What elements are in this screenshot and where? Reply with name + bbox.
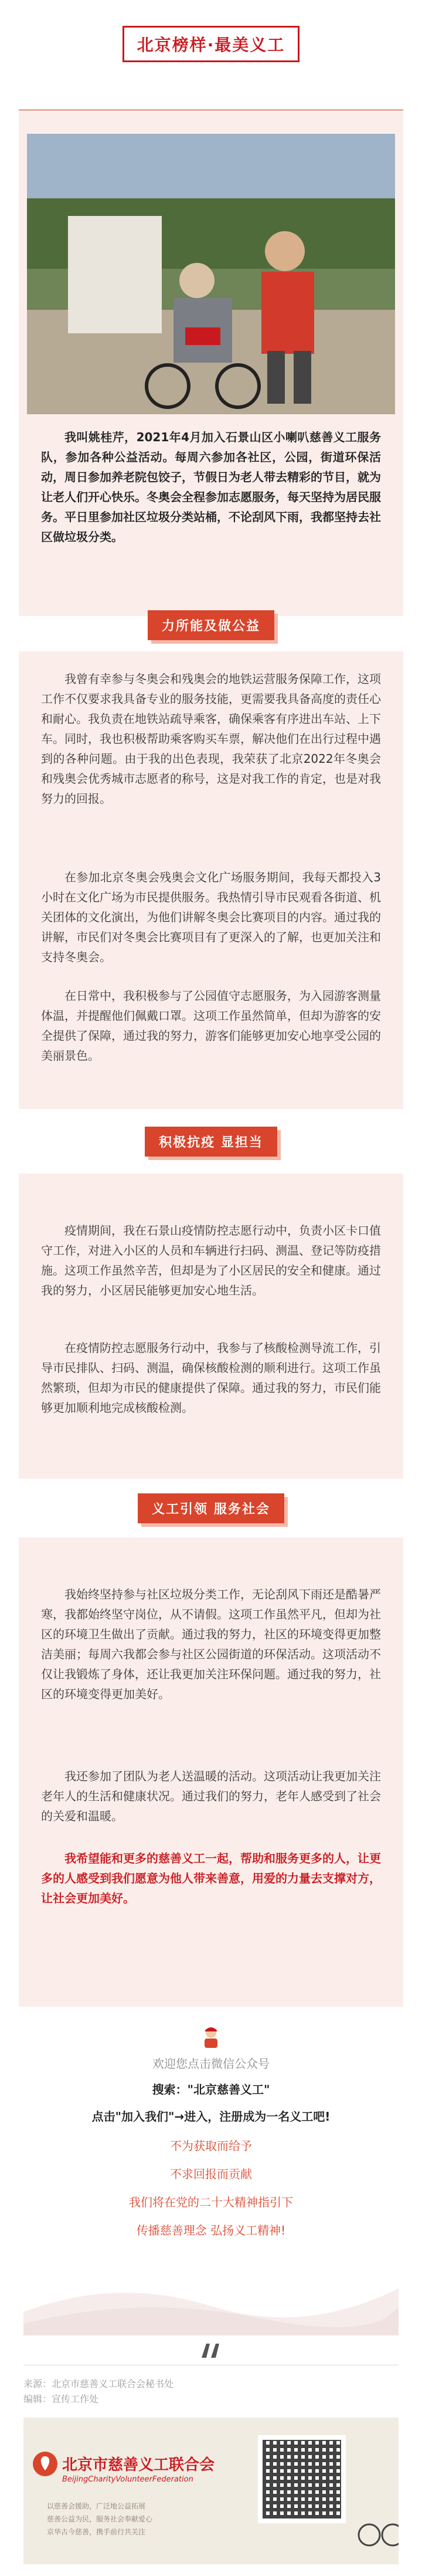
glasses-decoration — [352, 2506, 399, 2564]
section2-heading: 积极抗疫 显担当 — [145, 1127, 277, 1157]
section3-paragraph-1: 我始终坚持参与社区垃圾分类工作，无论刮风下雨还是酷暑严寒，我都始终坚守岗位，从不请假。这项工作虽然平凡，但却为社区的环境卫生做出了贡献。通过我的努力，社区的环境变得更加整洁美丽；每周六我都会参与社区公园街道的环保活动。这项活动不仅让我锻炼了身体，还让我更加关注环保问题。通过我的努力，社区的环境变得更加美好。 — [41, 1587, 381, 1701]
divider — [19, 109, 403, 111]
section3-closing: 我希望能和更多的慈善义工一起，帮助和服务更多的人，让更多的人感受到我们愿意为他人带来善意，用爱的力量去支撑对方，让社会更加美好。 — [41, 1851, 381, 1905]
section1-heading: 力所能及做公益 — [148, 610, 274, 640]
decorative-wave — [23, 2253, 399, 2335]
page-title: 北京榜样·最美义工 — [122, 26, 300, 62]
section1-paragraph-2: 在参加北京冬奥会残奥会文化广场服务期间，我每天都投入3小时在文化广场为市民提供服务。我热情引导市民观看各街道、机关团体的文化演出，为他们讲解冬奥会比赛项目的内容。通过我的讲解，市民们对冬奥会比赛项目有了更深入的了解，也更加关注和支持冬奥会。 — [41, 870, 381, 964]
section3-heading-wrap — [0, 1493, 422, 1523]
org-name: 北京市慈善义工联合会 — [62, 2456, 215, 2474]
banner-slogan-3: 京华古今慈善，携手前行共关注 — [47, 2528, 146, 2536]
cta-line-1: 欢迎您点击微信公众号 — [152, 2057, 270, 2071]
page-header — [0, 0, 422, 88]
section1-heading-wrap — [0, 610, 422, 640]
intro-paragraph: 我叫姚桂芹，2021年4月加入石景山区小喇叭慈善义工服务队，参加各种公益活动。每周六参加各社区，公园，街道环保活动，周日参加养老院包饺子，节假日为老人带去精彩的节目，就为让老人们开心快乐。冬奥会全程参加志愿服务，每天坚持为居民服务。平日里参加社区垃圾分类站桶，不论刮风下雨，我都坚持去社区做垃圾分类。 — [41, 430, 381, 544]
section1-paragraph-3: 在日常中，我积极参与了公园值守志愿服务，为入园游客测量体温，并提醒他们佩戴口罩。这项工作虽然简单，但却为游客的安全提供了保障，通过我的努力，游客们能够更加安心地享受公园的美丽景色。 — [41, 989, 381, 1063]
section2-heading-wrap — [0, 1127, 422, 1157]
banner-slogan-1: 以慈善会援助，广泛地公益拓展 — [47, 2502, 146, 2510]
section2-panel — [19, 1174, 403, 1479]
footer-source: 来源：北京市慈善义工联合会秘书处 — [23, 2378, 174, 2389]
footer-editor: 编辑：宣传工作处 — [23, 2394, 99, 2405]
cta-line-2: 搜索："北京慈善义工" — [152, 2083, 270, 2097]
org-logo-icon — [32, 2450, 59, 2477]
section3-heading: 义工引领 服务社会 — [138, 1493, 284, 1523]
org-name-en: BeijingCharityVolunteerFederation — [62, 2475, 193, 2484]
qr-code — [258, 2435, 346, 2523]
cta-line-4: 不为获取而给予 — [170, 2139, 252, 2153]
volunteer-icon — [199, 2024, 223, 2048]
banner-slogan-2: 慈善公益为民，服务社会奉献爱心 — [47, 2515, 153, 2523]
org-banner — [23, 2418, 399, 2564]
section3-paragraph-2: 我还参加了团队为老人送温暖的活动。这项活动让我更加关注老年人的生活和健康状况。通过我们的努力，老年人感受到了社会的关爱和温暖。 — [41, 1769, 381, 1823]
quote-icon — [199, 2341, 223, 2359]
cta-line-3: 点击"加入我们"→进入，注册成为一名义工吧! — [91, 2110, 331, 2124]
section1-paragraph-1: 我曾有幸参与冬奥会和残奥会的地铁运营服务保障工作，这项工作不仅要求我具备专业的服务技能，更需要我具备高度的责任心和耐心。我负责在地铁站疏导乘客，确保乘客有序进出车站、上下车。同时，我也积极帮助乘客购买车票，解决他们在出行过程中遇到的各种问题。由于我的出色表现，我荣获了北京2022年冬奥会和残奥会优秀城市志愿者的称号，这是对我工作的肯定，也是对我努力的回报。 — [41, 672, 381, 806]
cta-line-6: 我们将在党的二十大精神指引下 — [129, 2195, 293, 2209]
section2-paragraph-1: 疫情期间，我在石景山疫情防控志愿行动中，负责小区卡口值守工作，对进入小区的人员和车辆进行扫码、测温、登记等防疫措施。这项工作虽然辛苦，但却是为了小区居民的安全和健康。通过我的努力，小区居民能够更加安心地生活。 — [41, 1223, 381, 1297]
cta-line-5: 不求回报而贡献 — [170, 2167, 252, 2181]
cta-line-7: 传播慈善理念 弘扬义工精神! — [136, 2223, 286, 2237]
volunteer-photo — [27, 134, 395, 414]
photo-illustration — [27, 134, 395, 414]
section2-paragraph-2: 在疫情防控志愿服务行动中，我参与了核酸检测导流工作，引导市民排队、扫码、测温，确保核酸检测的顺利进行。这项工作虽然繁琐，但却为市民的健康提供了保障。通过我的努力，市民们能够更加顺利地完成核酸检测。 — [41, 1341, 381, 1415]
